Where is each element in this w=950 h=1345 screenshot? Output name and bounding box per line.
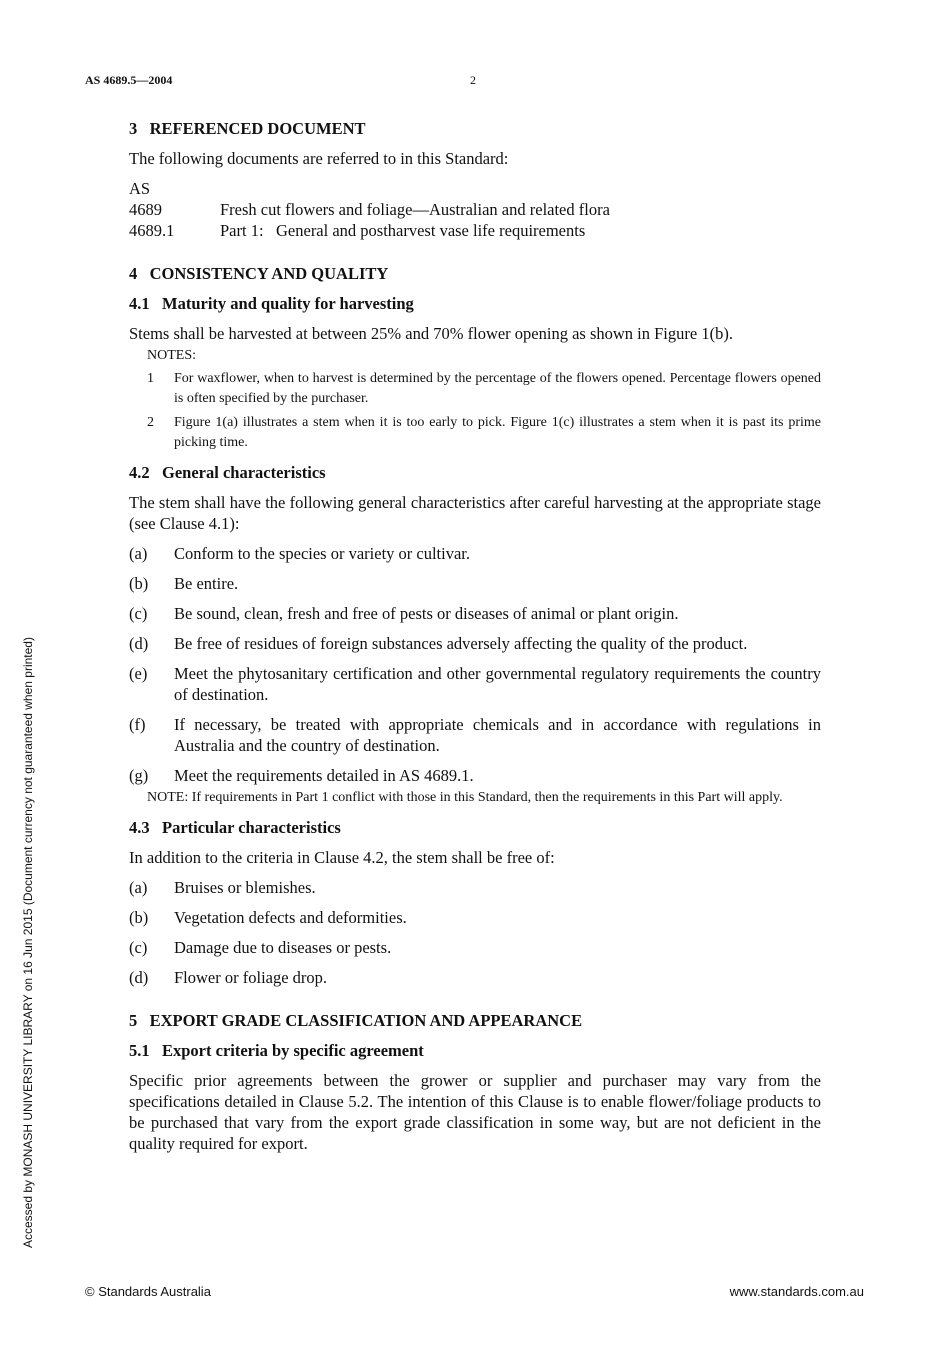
list-text: Be entire. (174, 574, 239, 593)
reference-title: Fresh cut flowers and foliage—Australian and related flora (220, 200, 610, 219)
page-number: 2 (470, 73, 476, 87)
document-id: AS 4689.5—2004 (85, 73, 173, 87)
section-5-1-heading: 5.1 Export criteria by specific agreement (129, 1041, 424, 1060)
list-label: (c) (129, 604, 148, 623)
list-text: Bruises or blemishes. (174, 878, 316, 897)
access-watermark: Accessed by MONASH UNIVERSITY LIBRARY on 16 Jun 2015 (Document currency not guaranteed when printed) (21, 637, 35, 1248)
reference-title: General and postharvest vase life requirements (276, 221, 586, 240)
note-item (129, 413, 821, 453)
footer-website-link[interactable]: www.standards.com.au (729, 1284, 864, 1299)
reference-part: Part 1: (220, 221, 264, 240)
list-text: If necessary, be treated with appropriate chemicals and in accordance with regulations in Australia and the country of destination. (174, 715, 821, 755)
section-4-2-heading: 4.2 General characteristics (129, 463, 326, 482)
list-item (129, 765, 821, 786)
section-5-1-text: Specific prior agreements between the grower or supplier and purchaser may vary from the specifications detailed in Clause 5.2. The intention of this Clause is to enable flower/foliage products to be purchased that vary from the export grade classification in some way, but are not deficient in the quality required for export. (129, 1071, 821, 1153)
section-4-2-intro: The stem shall have the following general characteristics after careful harvesting at the appropriate stage (see Clause 4.1): (129, 493, 821, 533)
note-text: For waxflower, when to harvest is determined by the percentage of the flowers opened. Percentage flowers opened is often specified by the purchaser. (174, 371, 821, 406)
list-item (129, 543, 821, 564)
list-label: (e) (129, 664, 148, 683)
list-label: (a) (129, 544, 148, 563)
list-item (129, 877, 821, 898)
list-item (129, 907, 821, 928)
list-label: (d) (129, 634, 149, 653)
list-label: (g) (129, 766, 149, 785)
list-label: (c) (129, 938, 148, 957)
list-label: (f) (129, 715, 146, 734)
section-3-heading: 3 REFERENCED DOCUMENT (129, 119, 366, 138)
section-5-heading: 5 EXPORT GRADE CLASSIFICATION AND APPEARANCE (129, 1011, 583, 1030)
note-text: Figure 1(a) illustrates a stem when it is too early to pick. Figure 1(c) illustrates a stem when it is past its prime picking time. (174, 415, 821, 450)
section-4-heading: 4 CONSISTENCY AND QUALITY (129, 264, 389, 283)
list-label: (d) (129, 968, 149, 987)
section-4-2-note: NOTE: If requirements in Part 1 conflict with those in this Standard, then the requirements in this Part will apply. (147, 790, 783, 805)
footer-copyright: © Standards Australia (85, 1284, 211, 1299)
list-text: Flower or foliage drop. (174, 968, 328, 987)
list-item (129, 663, 821, 705)
list-item (129, 633, 821, 654)
section-4-1-heading: 4.1 Maturity and quality for harvesting (129, 294, 414, 313)
list-label: (b) (129, 574, 149, 593)
list-text: Be sound, clean, fresh and free of pests or diseases of animal or plant origin. (174, 604, 679, 623)
list-label: (b) (129, 908, 149, 927)
list-item (129, 937, 821, 958)
reference-code: 4689.1 (129, 221, 175, 240)
note-number: 1 (147, 371, 154, 386)
list-item (129, 967, 821, 988)
page-content (129, 118, 821, 1154)
list-text: Meet the requirements detailed in AS 4689.1. (174, 766, 474, 785)
list-text: Vegetation defects and deformities. (174, 908, 407, 927)
list-text: Meet the phytosanitary certification and other governmental regulatory requirements the country of destination. (174, 664, 821, 704)
section-4-3-intro: In addition to the criteria in Clause 4.2, the stem shall be free of: (129, 848, 555, 867)
section-4-3-heading: 4.3 Particular characteristics (129, 818, 341, 837)
list-text: Conform to the species or variety or cultivar. (174, 544, 471, 563)
list-text: Be free of residues of foreign substances adversely affecting the quality of the product. (174, 634, 748, 653)
note-number: 2 (147, 415, 154, 430)
list-label: (a) (129, 878, 148, 897)
section-4-1-text: Stems shall be harvested at between 25% and 70% flower opening as shown in Figure 1(b). (129, 324, 733, 343)
reference-row (129, 220, 821, 241)
reference-code: 4689 (129, 200, 162, 219)
list-item (129, 603, 821, 624)
reference-prefix: AS (129, 179, 151, 198)
list-item (129, 573, 821, 594)
section-3-intro: The following documents are referred to in this Standard: (129, 149, 509, 168)
note-item (129, 369, 821, 409)
notes-label: NOTES: (147, 348, 196, 363)
reference-row (129, 199, 821, 220)
reference-list (129, 178, 821, 241)
list-item (129, 714, 821, 756)
list-text: Damage due to diseases or pests. (174, 938, 392, 957)
